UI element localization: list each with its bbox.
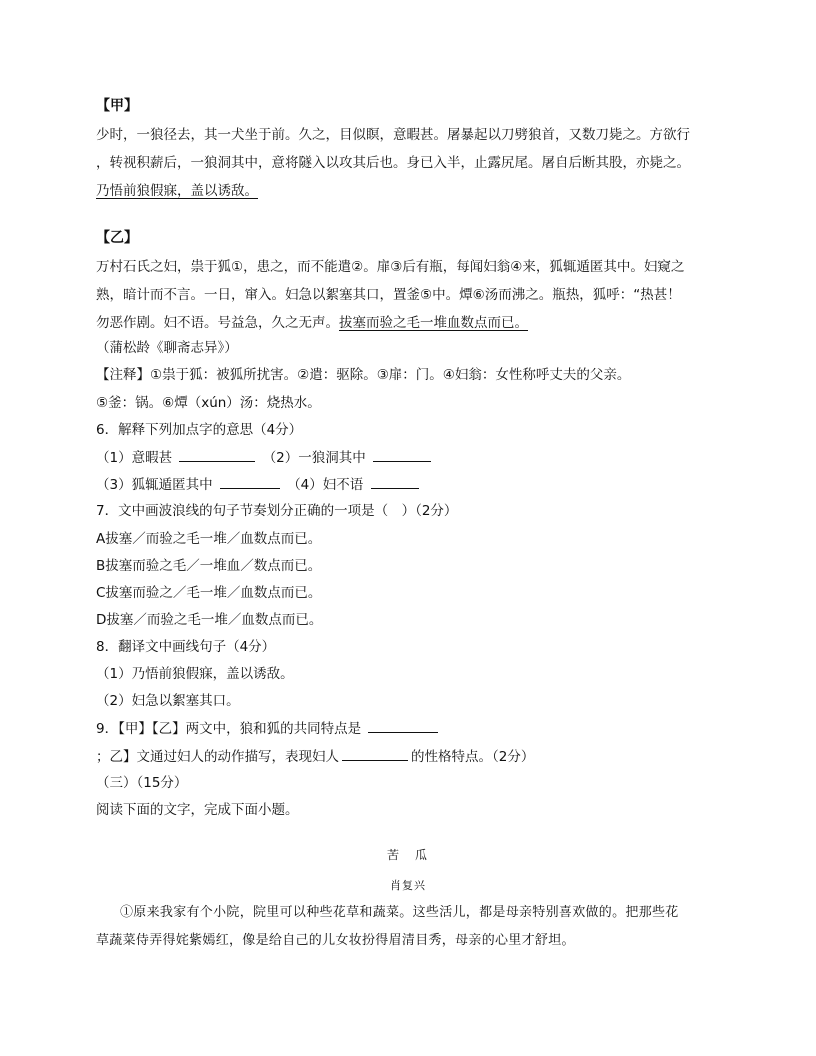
yi-text-line-3 [96,313,528,333]
section-3-label: （三）（15分） [96,775,188,791]
jia-heading: 【甲】 [96,98,138,114]
jia-text-line-1: 少时，一狼径去，其一犬坐于前。久之，目似瞑，意暇甚。屠暴起以刀劈狼首，又数刀毙之。方欲行 [96,127,690,143]
q9-answer-blank-2[interactable] [342,746,408,761]
article-title: 苦 瓜 [386,848,429,862]
q6-row-2 [96,474,422,495]
yi-text-line-1: 万村石氏之妇，祟于狐①，患之，而不能遣②。扉③后有瓶，每闻妇翁④来，狐辄遁匿其中。妇窥之 [96,259,685,275]
q9-answer-blank-1[interactable] [368,718,438,733]
q7-option-c: C拔塞而验之／毛一堆／血数点而已。 [96,585,322,601]
q9-line-2 [96,746,534,767]
q6-item-1: （1）意暇甚 [96,450,173,466]
q9-text-1: 9．【甲】【乙】两文中，狼和狐的共同特点是 [96,721,362,737]
q6-row-1 [96,447,434,468]
q8-item-1: （1）乃悟前狼假寐，盖以诱敌。 [96,666,294,682]
q9-text-2b: 的性格特点。（2分） [411,749,535,765]
q9-line-1 [96,718,441,739]
q6-answer-blank-3[interactable] [220,474,280,489]
yi-heading: 【乙】 [96,230,138,246]
yi-source: （蒲松龄《聊斋志异》） [96,340,238,356]
q6-item-4: （4）妇不语 [287,477,364,493]
q6-item-2: （2）一狼洞其中 [262,450,366,466]
q6-item-3: （3）狐辄遁匿其中 [96,477,213,493]
q6-answer-blank-2[interactable] [373,447,431,462]
notes-line-1: 【注释】①祟于狐：被狐所扰害。②遣：驱除。③扉：门。④妇翁：女性称呼丈夫的父亲。 [96,367,631,383]
q8-prompt: 8．翻译文中画线句子（4分） [96,639,276,655]
section-3-instruction: 阅读下面的文字，完成下面小题。 [96,802,299,818]
article-paragraph-1-line-2: 草蔬菜侍弄得姹紫嫣红，像是给自己的儿女妆扮得眉清目秀，母亲的心里才舒坦。 [96,933,575,948]
q7-option-d: D拔塞／而验之毛一堆／血数点而已。 [96,612,323,628]
q6-prompt: 6．解释下列加点字的意思（4分） [96,422,303,438]
yi-text-line-2: 熟，暗计而不言。一日，窜入。妇急以絮塞其口，置釜⑤中。燂⑥汤而沸之。瓶热，狐呼：“热甚！ [96,287,681,303]
q6-answer-blank-1[interactable] [179,447,255,462]
article-author: 肖复兴 [390,879,426,892]
q7-prompt: 7．文中画波浪线的句子节奏划分正确的一项是（ ）（2分） [96,503,458,519]
q7-option-a: A拔塞／而验之毛一堆／血数点而已。 [96,531,322,547]
jia-text-line-2: ，转视积薪后，一狼洞其中，意将隧入以攻其后也。身已入半，止露尻尾。屠自后断其股，亦毙之。 [96,155,690,171]
q8-item-2: （2）妇急以絮塞其口。 [96,693,240,709]
q7-option-b: B拔塞而验之毛／一堆血／数点而已。 [96,558,322,574]
yi-wavy-sentence: 拔塞而验之毛一堆血数点而已。 [339,315,528,331]
article-paragraph-1-line-1: ①原来我家有个小院，院里可以种些花草和蔬菜。这些活儿，都是母亲特别喜欢做的。把那些花 [120,905,679,920]
yi-text-line-3-plain: 勿恶作剧。妇不语。号益急，久之无声。 [96,315,339,331]
jia-underlined-sentence: 乃悟前狼假寐，盖以诱敌。 [96,183,258,199]
q6-answer-blank-4[interactable] [371,474,419,489]
q9-text-2a: ；乙】文通过妇人的动作描写，表现妇人 [96,749,339,765]
notes-line-2: ⑤釜：锅。⑥燂（xún）汤：烧热水。 [96,395,321,411]
